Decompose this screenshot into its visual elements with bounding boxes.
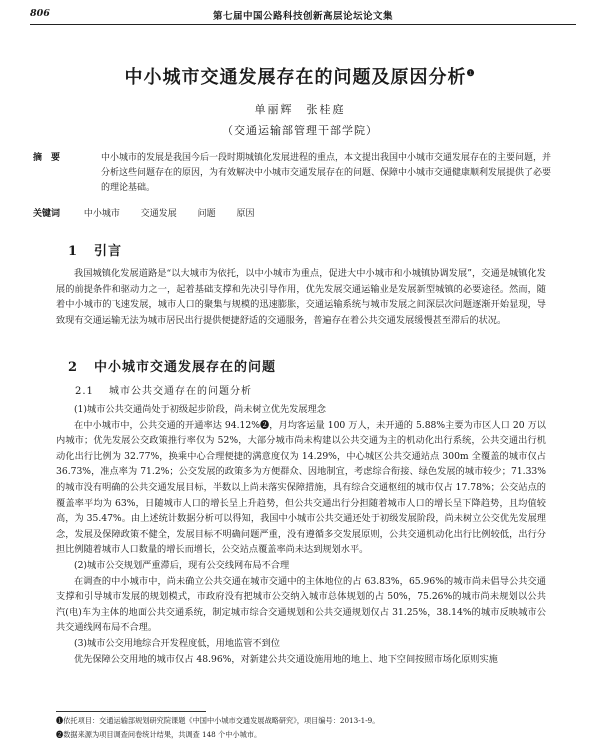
keywords (33, 206, 553, 219)
subsection-heading: 2.1 城市公共交通存在的问题分析 (75, 386, 252, 397)
keyword: 原因 (236, 209, 255, 219)
body-text (56, 402, 546, 667)
body-heading: (3)城市公交用地综合开发程度低，用地监管不到位 (74, 637, 280, 649)
running-title: 第七届中国公路科技创新高层论坛论文集 (212, 11, 393, 22)
title-footnote-mark: ❶ (466, 69, 476, 79)
abstract-label: 摘 要 (33, 153, 61, 163)
keyword: 交通发展 (140, 209, 177, 219)
footnote-rule (56, 711, 206, 712)
affiliation: （交通运输部管理干部学院） (222, 124, 378, 137)
paper-title: 中小城市交通发展存在的问题及原因分析$^❶$ (124, 67, 476, 88)
body-paragraph: 优先保障公交用地的城市仅占 48.96%，对新建公共交通设施用地的地上、地下空间按照市场化原则实施 (74, 653, 498, 665)
authors: 单丽辉 张桂庭 (254, 103, 346, 116)
footnote: ❷数据来源为项目调查问卷统计结果，共调查 148 个中小城市。 (56, 730, 262, 739)
body-paragraph: 在中小城市中，公共交通的开通率达 94.12%❷，月均客运量 100 万人，未开通的 5.88%主要为市区人口 20 万以内城市；优先发展公交政策推行率仅为 52%，大部分城市尚未构建以公共交通为主的机动化出行系统，公共交通出行机动化出行比例为 32.77%，换乘中心合理便捷的满意度仅为 14.29%，中心城区公共交通站点 300m 全覆盖的城市仅占 36.73%，准点率为 71.2%；公交发展的政策多为方便群众、因地制宜，考虑综合衔接、绿色发展的城市较少；71.33%的城市没有明确的公共交通发展目标，半数以上尚未落实保障措施，具有综合交通枢纽的城市仅占 17.78%；公交站点的覆盖率平均为 63%，日随城市人口的增长呈上升趋势，但公共交通出行分担随着城市人口的增长呈下降趋势，且均值较高，为 35.47%。由上述统计数据分析可以得知，我国中小城市公共交通还处于初级发展阶段，尚未树立公交优先发展理念，发展及保障政策不健全，发展目标不明确问题严重，没有遵循多交发展原则，公共交通机动化出行比例较低，出行分担比例随着城市人口数量的增长而增长，公交站点覆盖率尚未达到规划水平。 (56, 419, 546, 556)
section-heading-2: 2 中小城市交通发展存在的问题 (68, 360, 277, 375)
keyword: 中小城市 (83, 209, 120, 219)
body-heading: (2)城市公交规划严重滞后，现有公交线网布局不合理 (74, 559, 290, 571)
page-number: 806 (30, 8, 50, 19)
body-heading: (1)城市公共交通尚处于初级起步阶段，尚未树立优先发展理念 (74, 404, 326, 415)
footnote: ❶依托项目：交通运输部规划研究院课题《中国中小城市交通发展战略研究》，项目编号：2013-1-9。 (56, 716, 380, 725)
header-rule (30, 24, 576, 25)
keyword: 问题 (197, 209, 216, 219)
keywords-label: 关键词 (33, 209, 61, 219)
abstract (33, 151, 553, 196)
running-header (30, 8, 576, 22)
abstract-text: 中小城市的发展是我国今后一段时期城镇化发展进程的重点，本文提出我国中小城市交通发展存在的主要问题，并分析这些问题存在的原因，为有效解决中小城市交通发展存在的问题、保障中小城市交通健康顺利发展提供了必要的理论基础。 (101, 153, 552, 193)
intro-paragraph: 我国城镇化发展道路是“以大城市为依托，以中小城市为重点，促进大中小城市和小城镇协调发展”，交通是城镇化发展的前提条件和驱动力之一，起着基础支撑和先决引导作用，优先发展交通运输业是发展新型城镇的必要途径。然而，随着中小城市的飞速发展，城市人口的聚集与规模的迅速膨胀，交通运输系统与城市发展之间深层次问题逐渐开始显现，导致现有交通运输无法为城市居民出行提供便捷舒适的交通服务，普遍存在着公共交通发展缓慢甚至滞后的状况。 (56, 268, 546, 326)
body-paragraph: 在调查的中小城市中，尚未确立公共交通在城市交通中的主体地位的占 63.83%，65.96%的城市尚未倡导公共交通支撑和引导城市发展的规划模式，市政府没有把城市公交纳入城市总体规划的占 50%，75.26%的城市尚未规划以公共汽(电)车为主体的地面公共交通系统，制定城市综合交通规划和公共交通规划仅占 31.25%，38.14%的城市反映城市公共交通线网布局不合理。 (56, 575, 546, 634)
section-heading-1: 1 引言 (68, 244, 123, 259)
